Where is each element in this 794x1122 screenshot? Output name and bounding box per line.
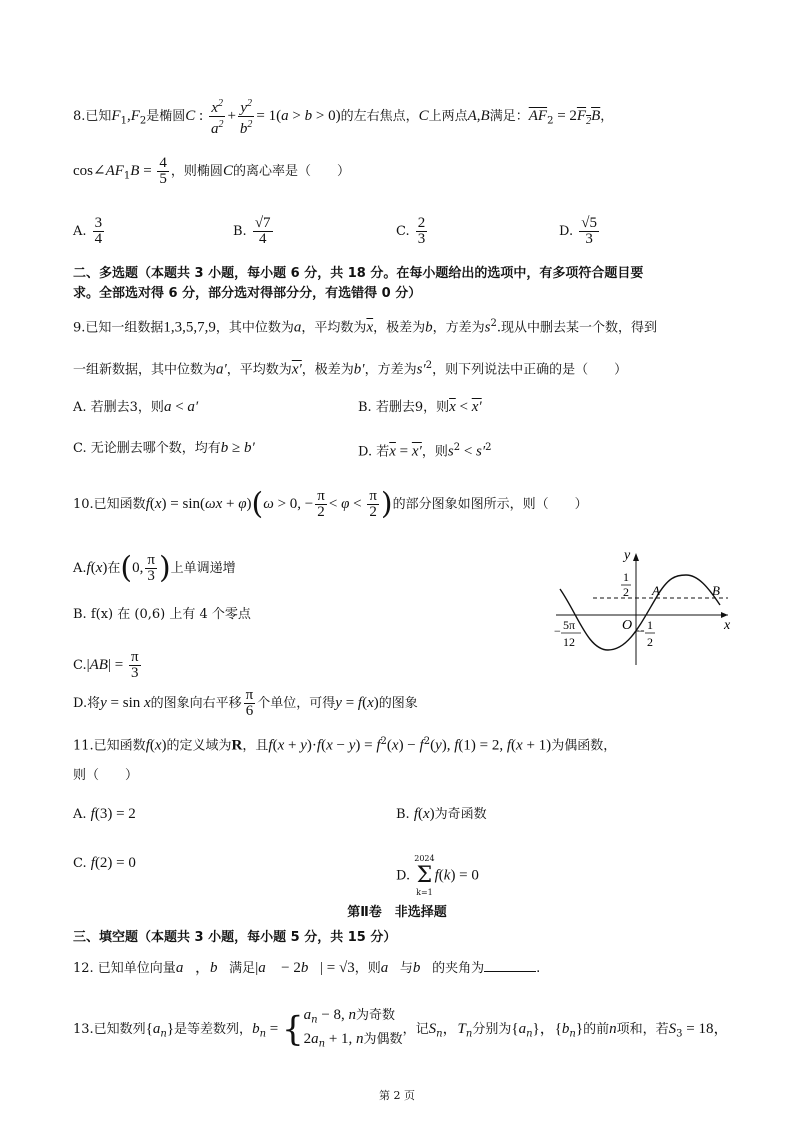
q10-stem: 10.已知函数f(x) = sin(ωx + φ)(ω > 0, − $\frac{\pi}{2}$ < φ < $\frac{\pi}{2}$ )的部分图象如图所示，则（ ）: [73, 486, 588, 522]
q11-option-d: D. 2024 Σ k=1 f(k) = 0: [396, 854, 479, 897]
graph-y-half-num: 1: [623, 570, 629, 584]
q13-stem: 13.已知数列$\{a_n\}$是等差数列，$b_n$ = { $a_n - 8$, n为奇数 $2a_n + 1$, n为偶数 ，记$S_n$，$T_n$分别为$\{a_n\}$，$\{b_n\}$的前n项和，若$S_3 = 18$，: [73, 1007, 729, 1050]
q10-option-b: B. f(x) 在 (0,6) 上有 4 个零点: [73, 607, 251, 622]
q9-option-a: A. 若删去3，则a < a′: [73, 399, 199, 415]
graph-x-tick-num: 5π: [563, 618, 576, 632]
q8-stem-cont: $\cos\angle AF_1B$ = $\frac{4}{5}$ ，则椭圆C的离心率是（ ）: [73, 155, 350, 187]
q9-option-d: D. 若$\overline{x} = x'$，则$s^2 < s'^2$: [358, 442, 492, 460]
q11-stem-cont: 则（ ）: [73, 768, 139, 783]
section2-heading-line1: 二、多选题（本题共 3 小题，每小题 6 分，共 18 分。在每小题给出的选项中，有多项符合题目要: [73, 266, 644, 281]
q8-option-c: C. $\frac{2}{3}$: [396, 215, 426, 247]
q11-option-a: A. f(3) = 2: [73, 806, 136, 822]
graph-x-tick-sign: −: [554, 624, 561, 638]
graph-point-b-label: B: [712, 583, 720, 598]
graph-x-tick-den: 12: [563, 635, 575, 649]
section2-heading-line2: 求。全部选对得 6 分，部分选对得部分分，有选错得 0 分）: [73, 286, 422, 301]
section3-heading: 三、填空题（本题共 3 小题，每小题 5 分，共 15 分）: [73, 930, 397, 945]
q10-option-a: A.f(x)在(0, $\frac{\pi}{3}$ )上单调递增: [73, 550, 236, 586]
graph-point-a-label: A: [652, 583, 660, 598]
graph-x-label: x: [724, 618, 731, 633]
q11-option-c: C. f(2) = 0: [73, 855, 136, 871]
graph-y-half-den: 2: [623, 585, 629, 599]
q8-option-d: D. $\frac{√5}{3}$: [559, 215, 597, 247]
q8-option-b: B. $\frac{√7}{4}$: [233, 215, 271, 247]
q8-option-a: A. $\frac{3}{4}$: [73, 215, 103, 247]
q11-stem: 11.已知函数f(x)的定义域为R，且$f(x + y)\cdot f(x - y) = f^2(x) - f^2(y)$, f(1) = 2, f(x + 1)为偶函数，: [73, 736, 617, 754]
q9-stem: 9.已知一组数据1,3,5,7,9，其中位数为a，平均数为$\overline{x}$，极差为b，方差为$s^2$.现从中删去某一个数，得到: [73, 318, 657, 336]
graph-neg-sign: −: [638, 624, 645, 638]
page-number: 第 2 页: [379, 1089, 415, 1102]
graph-neg-half-den: 2: [647, 635, 653, 649]
sine-curve: [560, 575, 720, 650]
q10-function-graph: [548, 545, 738, 670]
q12-answer-blank[interactable]: [484, 959, 536, 972]
q10-option-c: C.|AB| = $\frac{\pi}{3}$: [73, 649, 139, 681]
part2-title: 第Ⅱ卷 非选择题: [347, 905, 447, 920]
q9-option-c: C. 无论删去哪个数，均有b ≥ b′: [73, 440, 255, 456]
y-axis-arrow: [633, 553, 639, 561]
q9-stem-cont: 一组新数据，其中位数为a′，平均数为x′，极差为b′，方差为$s'^2$，则下列说法中正确的是（ ）: [73, 360, 628, 378]
graph-origin-label: O: [622, 618, 633, 633]
q8-stem: 8.已知$F_1,F_2$是椭圆C : $\frac{x^2}{a^2}$ + $\frac{y^2}{b^2}$ = 1(a > b > 0)的左右焦点，C上两点A,B满足：$\overline{AF}_2 = 2F_2B$，: [73, 98, 614, 137]
q11-option-b: B. f(x)为奇函数: [396, 806, 487, 822]
q9-option-b: B. 若删去9，则$\overline{x} < x'$: [358, 399, 482, 415]
graph-neg-half-num: 1: [647, 618, 653, 632]
q10-option-d: D.将y = sin x的图象向右平移 $\frac{\pi}{6}$ 个单位，可得y = f(x)的图象: [73, 687, 418, 719]
q12-stem: 12. 已知单位向量a⃗，b⃗满足|a⃗ − 2b⃗| = √3，则a⃗与b⃗的夹角为 .: [73, 960, 541, 976]
graph-y-label: y: [624, 548, 631, 563]
